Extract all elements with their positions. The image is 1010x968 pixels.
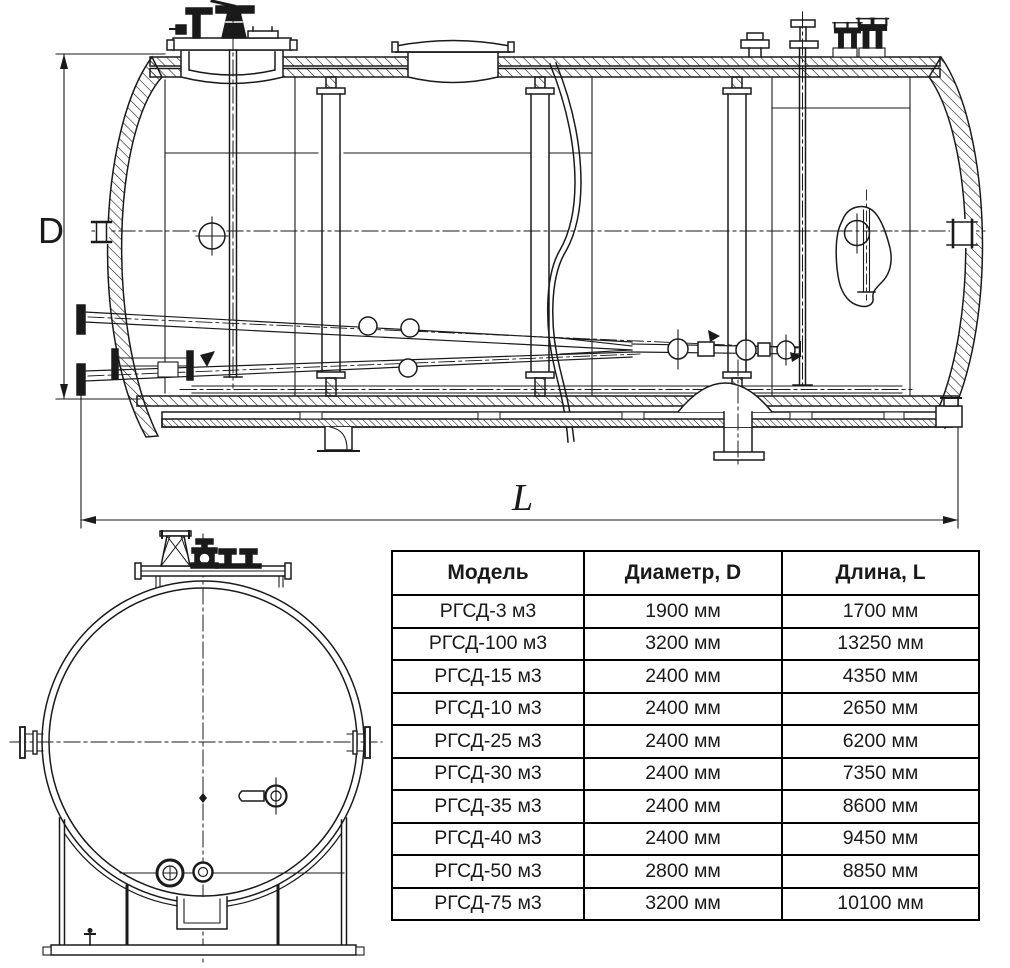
model-cell: РГСД-30 м3 xyxy=(392,758,584,791)
diameter-cell: 2400 мм xyxy=(584,693,782,726)
table-row xyxy=(392,693,979,726)
model-cell: РГСД-40 м3 xyxy=(392,823,584,856)
suction-pipes xyxy=(77,305,802,395)
table-row xyxy=(392,823,979,856)
table-row xyxy=(392,758,979,791)
model-cell: РГСД-35 м3 xyxy=(392,790,584,823)
dimension-l-label: L xyxy=(512,477,534,519)
length-cell: 8850 мм xyxy=(782,855,979,888)
table-row xyxy=(392,628,979,661)
end-view-lower-nozzle xyxy=(239,778,287,814)
table-row xyxy=(392,855,979,888)
manhole-middle xyxy=(392,41,514,83)
diameter-cell: 2800 мм xyxy=(584,855,782,888)
manhole-left xyxy=(167,1,297,84)
diameter-cell: 2400 мм xyxy=(584,725,782,758)
length-cell: 2650 мм xyxy=(782,693,979,726)
table-row xyxy=(392,660,979,693)
length-cell: 8600 мм xyxy=(782,790,979,823)
dimension-l xyxy=(81,386,958,528)
length-cell: 4350 мм xyxy=(782,660,979,693)
end-view-valve-right xyxy=(216,549,261,568)
shell-nozzle-left xyxy=(196,217,228,255)
diameter-cell: 3200 мм xyxy=(584,888,782,921)
end-view-valve-middle xyxy=(191,539,218,568)
diameter-cell: 2400 мм xyxy=(584,823,782,856)
length-cell: 6200 мм xyxy=(782,725,979,758)
manhole-valves xyxy=(170,1,254,38)
diameter-cell: 2400 мм xyxy=(584,660,782,693)
end-view-breather-valve xyxy=(160,530,191,566)
header-model: Модель xyxy=(392,551,584,595)
table-row xyxy=(392,595,979,628)
flexible-hose xyxy=(548,63,581,442)
diameter-cell: 1900 мм xyxy=(584,595,782,628)
table-row xyxy=(392,888,979,921)
diameter-cell: 2400 мм xyxy=(584,758,782,791)
model-cell: РГСД-15 м3 xyxy=(392,660,584,693)
top-fitting-flange xyxy=(741,33,769,57)
diameter-cell: 2400 мм xyxy=(584,790,782,823)
table-row xyxy=(392,725,979,758)
length-cell: 7350 мм xyxy=(782,758,979,791)
head-nozzle-right xyxy=(836,190,892,307)
dimension-d-label: D xyxy=(38,210,64,251)
header-length: Длина, L xyxy=(782,551,979,595)
skid-bracket xyxy=(318,427,359,451)
top-valves xyxy=(833,19,889,57)
table-row xyxy=(392,790,979,823)
model-spec-table xyxy=(391,550,980,921)
tank-right-head xyxy=(929,57,982,428)
end-view-bottom-nozzles xyxy=(120,860,344,886)
length-cell: 9450 мм xyxy=(782,823,979,856)
model-cell: РГСД-10 м3 xyxy=(392,693,584,726)
head-nozzle-left xyxy=(92,221,111,244)
length-cell: 1700 мм xyxy=(782,595,979,628)
header-diameter: Диаметр, D xyxy=(584,551,782,595)
end-view-drain-plug xyxy=(85,928,95,945)
model-cell: РГСД-100 м3 xyxy=(392,628,584,661)
model-cell: РГСД-50 м3 xyxy=(392,855,584,888)
tank-end-view-drawing xyxy=(0,530,390,968)
model-cell: РГСД-3 м3 xyxy=(392,595,584,628)
length-cell: 10100 мм xyxy=(782,888,979,921)
end-view-center-mark xyxy=(199,793,207,803)
model-cell: РГСД-25 м3 xyxy=(392,725,584,758)
length-cell: 13250 мм xyxy=(782,628,979,661)
table-body xyxy=(392,595,979,920)
model-cell: РГСД-75 м3 xyxy=(392,888,584,921)
diameter-cell: 3200 мм xyxy=(584,628,782,661)
table-header-row xyxy=(392,551,979,595)
